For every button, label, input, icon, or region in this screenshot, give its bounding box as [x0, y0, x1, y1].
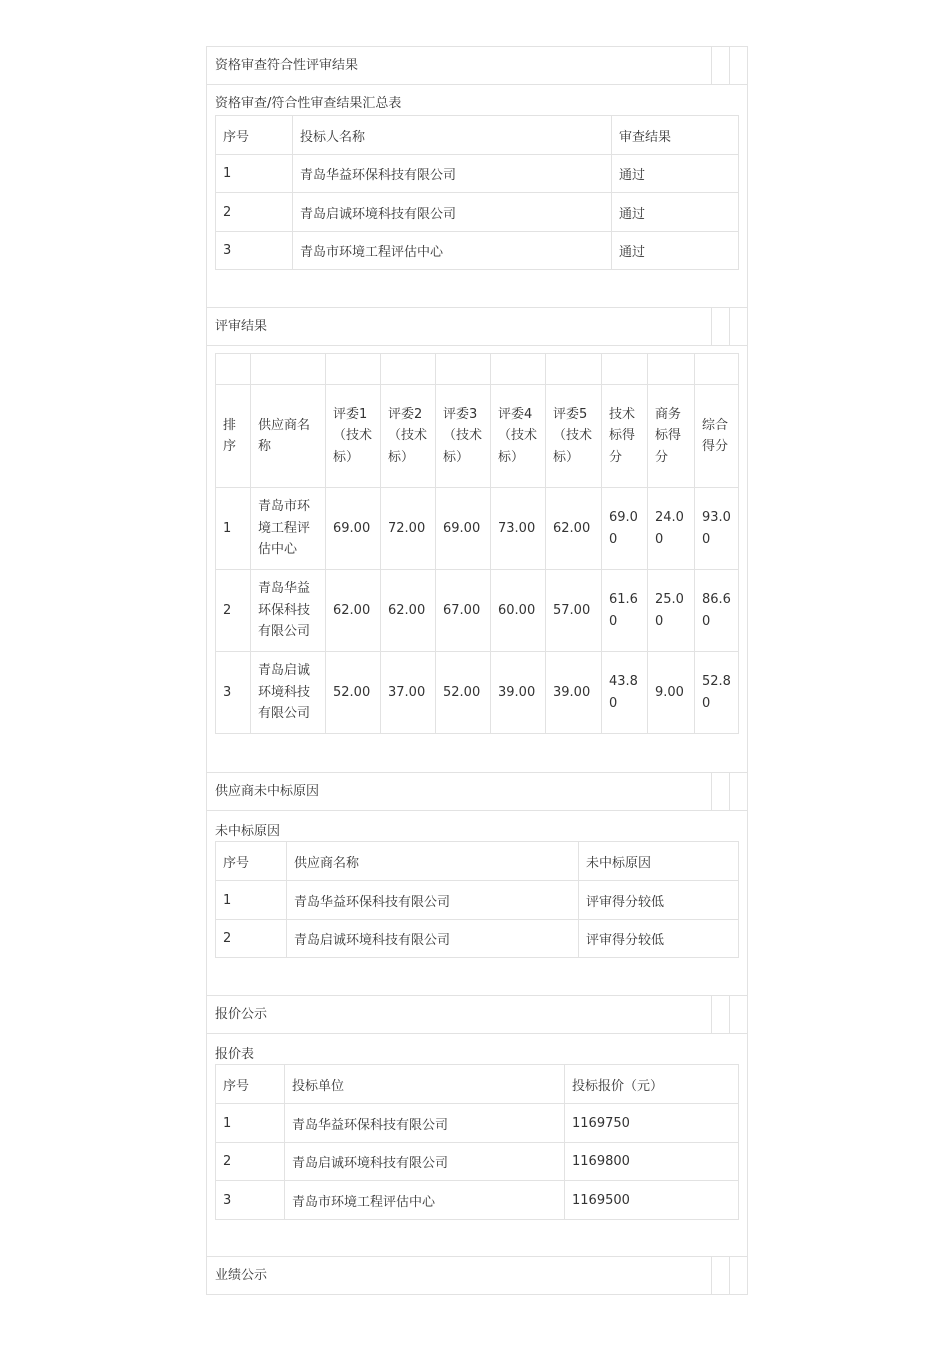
table-cell: 62.00: [326, 570, 381, 652]
table-cell: 3: [216, 652, 251, 734]
table-row: [216, 1104, 739, 1143]
table-cell: [695, 354, 739, 385]
header-cell: 未中标原因: [579, 842, 739, 881]
table-cell: 通过: [612, 193, 739, 232]
table-cell: 1: [216, 881, 287, 920]
table-caption: 报价表: [215, 1047, 255, 1062]
table-cell: 61.60: [602, 570, 648, 652]
table-cell: 3: [216, 1181, 285, 1220]
table-row: [216, 1143, 739, 1181]
table-cell: [491, 354, 546, 385]
table-cell: 43.80: [602, 652, 648, 734]
table-cell: 青岛启诚环境科技有限公司: [287, 920, 579, 958]
header-cell: [711, 308, 729, 345]
header-cell: [711, 773, 729, 810]
header-cell: 供应商名称: [287, 842, 579, 881]
header-cell: [729, 47, 747, 84]
quote-table: [215, 1064, 739, 1220]
section-title: 报价公示: [215, 1007, 268, 1022]
section-title: 资格审查符合性评审结果: [215, 58, 359, 73]
table-header-row: [216, 842, 739, 881]
table-cell: 2: [216, 570, 251, 652]
table-cell: 52.00: [326, 652, 381, 734]
table-row: [216, 155, 739, 193]
header-cell: 技术标得分: [602, 385, 648, 488]
table-cell: 评审得分较低: [579, 881, 739, 920]
header-cell: 审查结果: [612, 116, 739, 155]
table-cell: 青岛启诚环境科技有限公司: [251, 652, 326, 734]
qualification-table: [215, 115, 739, 270]
section-header-review: [207, 308, 747, 346]
header-cell: 评委5（技术标）: [546, 385, 602, 488]
table-cell: 1169750: [565, 1104, 739, 1143]
table-cell: 69.00: [602, 488, 648, 570]
section-title: 业绩公示: [215, 1268, 268, 1283]
table-cell: 青岛启诚环境科技有限公司: [285, 1143, 565, 1181]
table-cell: [602, 354, 648, 385]
table-caption: 资格审查/符合性审查结果汇总表: [215, 96, 402, 111]
table-row: [216, 570, 739, 652]
table-row: [216, 232, 739, 270]
table-cell: 通过: [612, 155, 739, 193]
section-header-unsuccessful: [207, 773, 747, 811]
table-cell: 25.00: [648, 570, 695, 652]
section-body-quote: [207, 1034, 747, 1257]
table-cell: [251, 354, 326, 385]
unsuccessful-table: [215, 841, 739, 958]
table-row: [216, 1181, 739, 1220]
table-cell: 39.00: [546, 652, 602, 734]
table-cell: 9.00: [648, 652, 695, 734]
table-cell: [436, 354, 491, 385]
table-cell: 69.00: [436, 488, 491, 570]
header-cell: 序号: [216, 842, 287, 881]
table-cell: 72.00: [381, 488, 436, 570]
section-header-qualification: [207, 47, 747, 85]
header-cell: 投标报价（元）: [565, 1065, 739, 1104]
section-header-quote: [207, 996, 747, 1034]
header-cell: 投标单位: [285, 1065, 565, 1104]
table-cell: 62.00: [546, 488, 602, 570]
table-cell: 52.80: [695, 652, 739, 734]
table-cell: 2: [216, 1143, 285, 1181]
header-cell: [711, 996, 729, 1033]
header-cell: 评委4（技术标）: [491, 385, 546, 488]
header-cell: [711, 1257, 729, 1294]
table-blank-row: [216, 354, 739, 385]
table-cell: 1: [216, 155, 293, 193]
table-cell: 2: [216, 920, 287, 958]
table-cell: 2: [216, 193, 293, 232]
table-cell: [326, 354, 381, 385]
table-cell: 评审得分较低: [579, 920, 739, 958]
section-title: 供应商未中标原因: [215, 784, 320, 799]
table-row: [216, 193, 739, 232]
table-cell: 青岛华益环保科技有限公司: [287, 881, 579, 920]
table-cell: 73.00: [491, 488, 546, 570]
table-cell: 3: [216, 232, 293, 270]
table-row: [216, 652, 739, 734]
section-header-performance: [207, 1257, 747, 1295]
header-cell: 投标人名称: [293, 116, 612, 155]
table-header-row: [216, 116, 739, 155]
table-cell: 1169800: [565, 1143, 739, 1181]
section-body-review: [207, 346, 747, 773]
table-cell: 24.00: [648, 488, 695, 570]
table-cell: [381, 354, 436, 385]
table-cell: 青岛华益环保科技有限公司: [251, 570, 326, 652]
header-cell: 供应商名称: [251, 385, 326, 488]
table-cell: 1169500: [565, 1181, 739, 1220]
section-body-qualification: [207, 85, 747, 308]
header-cell: [729, 1257, 747, 1294]
header-cell: [711, 47, 729, 84]
table-row: [216, 488, 739, 570]
header-cell: [729, 308, 747, 345]
table-cell: 1: [216, 1104, 285, 1143]
header-cell: 序号: [216, 1065, 285, 1104]
table-cell: [216, 354, 251, 385]
header-cell: 序号: [216, 116, 293, 155]
table-cell: 86.60: [695, 570, 739, 652]
table-cell: 青岛市环境工程评估中心: [285, 1181, 565, 1220]
table-cell: [648, 354, 695, 385]
table-cell: 67.00: [436, 570, 491, 652]
header-cell: [729, 773, 747, 810]
review-table: [215, 353, 739, 734]
results-document: [206, 46, 748, 1295]
header-cell: 评委1（技术标）: [326, 385, 381, 488]
table-cell: 1: [216, 488, 251, 570]
header-cell: 评委3（技术标）: [436, 385, 491, 488]
table-cell: 青岛华益环保科技有限公司: [285, 1104, 565, 1143]
header-cell: 评委2（技术标）: [381, 385, 436, 488]
table-cell: 93.00: [695, 488, 739, 570]
table-cell: 青岛启诚环境科技有限公司: [293, 193, 612, 232]
table-cell: 青岛华益环保科技有限公司: [293, 155, 612, 193]
section-title: 评审结果: [215, 319, 268, 334]
table-cell: 62.00: [381, 570, 436, 652]
table-caption: 未中标原因: [215, 824, 281, 839]
header-cell: 综合得分: [695, 385, 739, 488]
table-cell: [546, 354, 602, 385]
header-cell: [729, 996, 747, 1033]
table-cell: 37.00: [381, 652, 436, 734]
table-cell: 青岛市环境工程评估中心: [293, 232, 612, 270]
table-cell: 52.00: [436, 652, 491, 734]
table-cell: 39.00: [491, 652, 546, 734]
table-header-row: [216, 385, 739, 488]
table-cell: 通过: [612, 232, 739, 270]
table-header-row: [216, 1065, 739, 1104]
section-body-unsuccessful: [207, 811, 747, 996]
table-cell: 60.00: [491, 570, 546, 652]
table-cell: 69.00: [326, 488, 381, 570]
table-cell: 57.00: [546, 570, 602, 652]
header-cell: 排序: [216, 385, 251, 488]
table-row: [216, 920, 739, 958]
table-row: [216, 881, 739, 920]
table-cell: 青岛市环境工程评估中心: [251, 488, 326, 570]
header-cell: 商务标得分: [648, 385, 695, 488]
